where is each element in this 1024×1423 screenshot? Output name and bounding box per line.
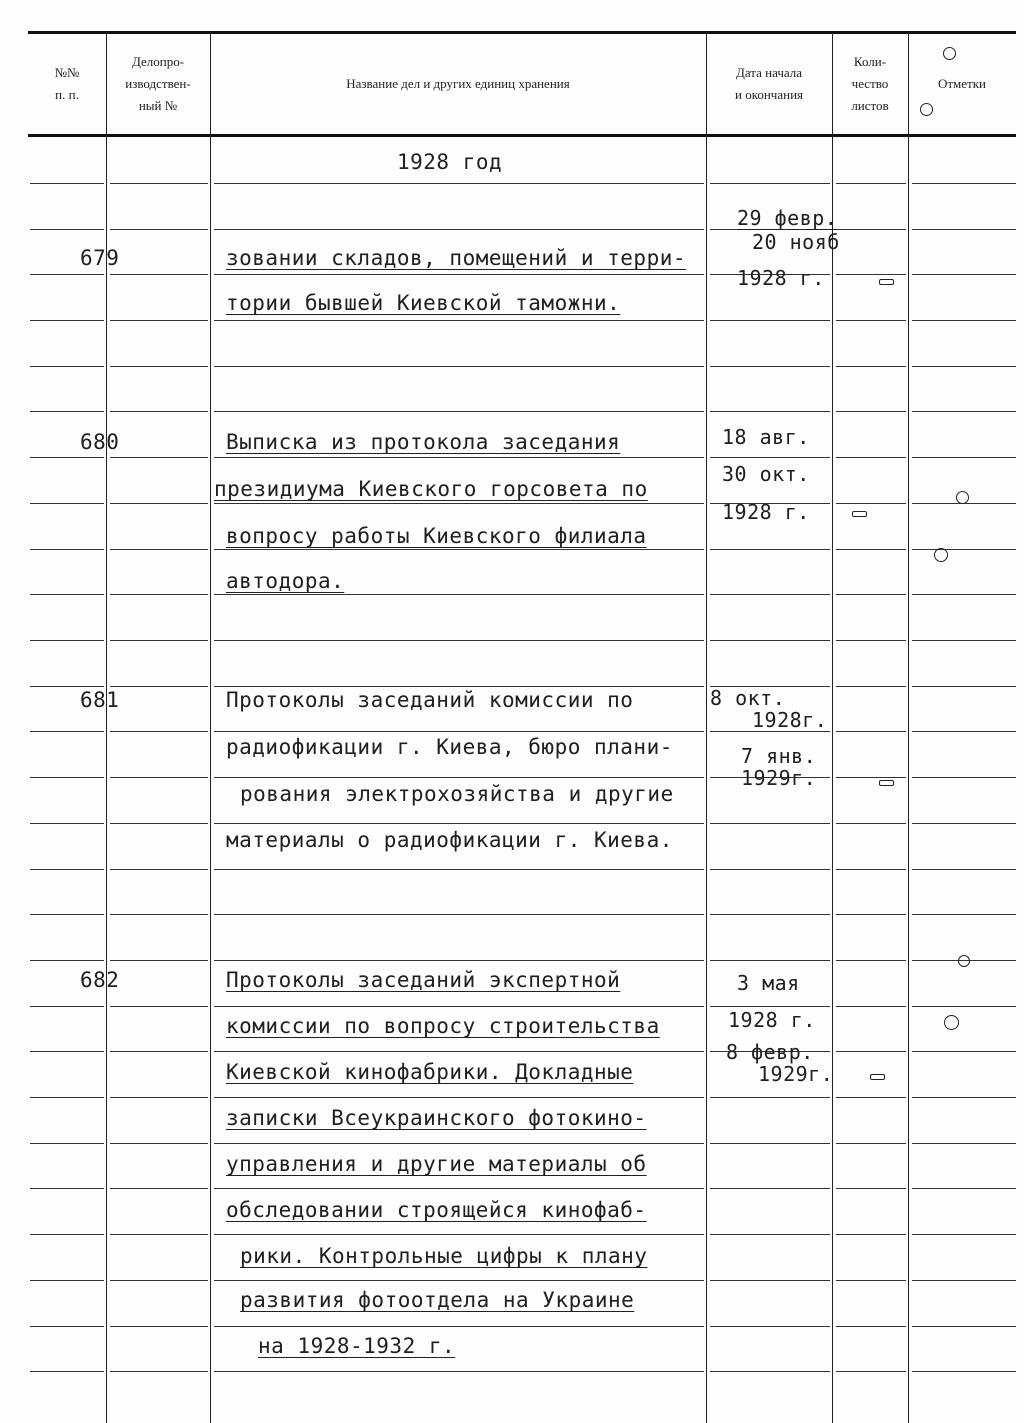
ruled-line bbox=[30, 229, 104, 230]
ruled-line bbox=[110, 457, 208, 458]
entry-date: 29 февр. bbox=[737, 206, 838, 230]
header-sheets-line1: Коли- bbox=[853, 54, 887, 69]
ruled-line bbox=[836, 686, 906, 687]
ruled-line bbox=[710, 1234, 830, 1235]
ruled-line bbox=[110, 686, 208, 687]
entry-title-line: президиума Киевского горсовета по bbox=[214, 477, 648, 501]
ruled-line bbox=[214, 1143, 704, 1144]
header-office-line2: изводствен- bbox=[125, 76, 191, 91]
sheet-count-dash bbox=[879, 279, 894, 285]
ruled-line bbox=[30, 1326, 104, 1327]
column-divider bbox=[106, 33, 107, 1423]
section-year-title: 1928 год bbox=[397, 150, 503, 174]
ruled-line bbox=[912, 1143, 1016, 1144]
ruled-line bbox=[30, 1097, 104, 1098]
ruled-line bbox=[710, 914, 830, 915]
ruled-line bbox=[912, 411, 1016, 412]
ruled-line bbox=[110, 274, 208, 275]
ruled-line bbox=[836, 914, 906, 915]
ruled-line bbox=[110, 411, 208, 412]
ruled-line bbox=[110, 183, 208, 184]
ruled-line bbox=[912, 229, 1016, 230]
ruled-line bbox=[214, 320, 704, 321]
ruled-line bbox=[214, 503, 704, 504]
ruled-line bbox=[912, 320, 1016, 321]
ruled-line bbox=[110, 1097, 208, 1098]
ruled-line bbox=[110, 823, 208, 824]
ruled-line bbox=[836, 503, 906, 504]
ruled-line bbox=[836, 1006, 906, 1007]
ruled-line bbox=[912, 274, 1016, 275]
ruled-line bbox=[214, 1188, 704, 1189]
entry-title-line: комиссии по вопросу строительства bbox=[226, 1014, 660, 1038]
entry-date: 8 окт. bbox=[710, 686, 786, 710]
entry-title-line: вопросу работы Киевского филиала bbox=[226, 524, 647, 548]
ruled-line bbox=[710, 183, 830, 184]
ruled-line bbox=[710, 457, 830, 458]
ruled-line bbox=[836, 1234, 906, 1235]
ruled-line bbox=[214, 366, 704, 367]
entry-number: 681 bbox=[80, 688, 120, 712]
ruled-line bbox=[710, 1143, 830, 1144]
ruled-line bbox=[30, 869, 104, 870]
ruled-line bbox=[30, 457, 104, 458]
ruled-line bbox=[110, 731, 208, 732]
ruled-line bbox=[710, 411, 830, 412]
entry-title-line: зовании складов, помещений и терри- bbox=[226, 246, 687, 270]
header-col-office-number bbox=[106, 38, 210, 130]
entry-date: 1928г. bbox=[752, 708, 828, 732]
header-sheets-line3: листов bbox=[851, 98, 889, 113]
ruled-line bbox=[836, 869, 906, 870]
ruled-line bbox=[710, 320, 830, 321]
ruled-line bbox=[912, 777, 1016, 778]
header-col-title bbox=[210, 38, 706, 130]
ruled-line bbox=[30, 731, 104, 732]
ruled-line bbox=[710, 1188, 830, 1189]
entry-title-line: развития фотоотдела на Украине bbox=[240, 1288, 635, 1312]
ruled-line bbox=[912, 1326, 1016, 1327]
ruled-line bbox=[110, 1143, 208, 1144]
ruled-line bbox=[30, 503, 104, 504]
ruled-line bbox=[214, 1326, 704, 1327]
column-divider bbox=[210, 33, 211, 1423]
ruled-line bbox=[836, 1188, 906, 1189]
ruled-line bbox=[110, 1280, 208, 1281]
ruled-line bbox=[912, 686, 1016, 687]
ruled-line bbox=[912, 549, 1016, 550]
entry-date: 8 февр. bbox=[726, 1040, 814, 1064]
header-col-notes bbox=[908, 38, 1016, 130]
ruled-line bbox=[912, 1234, 1016, 1235]
pencil-circle-mark bbox=[943, 47, 956, 60]
header-sheets-line2: чество bbox=[851, 76, 889, 91]
header-col-number-line2: п. п. bbox=[55, 87, 79, 102]
ruled-line bbox=[710, 1280, 830, 1281]
ruled-line bbox=[710, 640, 830, 641]
entry-date: 1929г. bbox=[758, 1062, 834, 1086]
ruled-line bbox=[912, 1097, 1016, 1098]
ruled-line bbox=[912, 594, 1016, 595]
ruled-line bbox=[214, 549, 704, 550]
ruled-line bbox=[110, 1234, 208, 1235]
ruled-line bbox=[214, 777, 704, 778]
ruled-line bbox=[912, 183, 1016, 184]
ruled-line bbox=[214, 960, 704, 961]
entry-date: 3 мая bbox=[737, 971, 800, 995]
header-col-dates bbox=[706, 38, 832, 130]
ruled-line bbox=[30, 411, 104, 412]
ruled-line bbox=[710, 1371, 830, 1372]
entry-number: 682 bbox=[80, 968, 120, 992]
ruled-line bbox=[214, 1006, 704, 1007]
ruled-line bbox=[836, 1051, 906, 1052]
ruled-line bbox=[214, 640, 704, 641]
entry-title-line: тории бывшей Киевской таможни. bbox=[226, 291, 621, 315]
ruled-line bbox=[110, 1371, 208, 1372]
ruled-line bbox=[836, 274, 906, 275]
header-dates-line1: Дата начала bbox=[735, 65, 803, 80]
ruled-line bbox=[214, 229, 704, 230]
ruled-line bbox=[214, 686, 704, 687]
header-dates-line2: и окончания bbox=[734, 87, 804, 102]
ruled-line bbox=[836, 1326, 906, 1327]
entry-number: 679 bbox=[80, 246, 120, 270]
header-office-line3: ный № bbox=[138, 98, 178, 113]
ruled-line bbox=[110, 366, 208, 367]
entry-title-line: управления и другие материалы об bbox=[226, 1152, 647, 1176]
ruled-line bbox=[110, 1188, 208, 1189]
ruled-line bbox=[30, 320, 104, 321]
ruled-line bbox=[836, 640, 906, 641]
ruled-line bbox=[912, 457, 1016, 458]
ruled-line bbox=[836, 411, 906, 412]
ruled-line bbox=[110, 914, 208, 915]
ruled-line bbox=[30, 823, 104, 824]
ruled-line bbox=[30, 1234, 104, 1235]
ruled-line bbox=[214, 1097, 704, 1098]
sheet-count-dash bbox=[870, 1074, 885, 1080]
entry-date: 1929г. bbox=[741, 766, 817, 790]
ruled-line bbox=[836, 1143, 906, 1144]
ruled-line bbox=[214, 411, 704, 412]
ruled-line bbox=[836, 1097, 906, 1098]
ruled-line bbox=[836, 960, 906, 961]
entry-date: 7 янв. bbox=[741, 744, 817, 768]
pencil-circle-mark bbox=[958, 955, 970, 967]
ruled-line bbox=[836, 594, 906, 595]
ruled-line bbox=[30, 914, 104, 915]
ruled-line bbox=[30, 1051, 104, 1052]
ruled-line bbox=[110, 640, 208, 641]
ruled-line bbox=[214, 731, 704, 732]
ruled-line bbox=[110, 320, 208, 321]
header-office-line1: Делопро- bbox=[131, 54, 185, 69]
ruled-line bbox=[214, 594, 704, 595]
ruled-line bbox=[30, 1280, 104, 1281]
entry-title-line: Выписка из протокола заседания bbox=[226, 430, 621, 454]
entry-title-line: рики. Контрольные цифры к плану bbox=[240, 1244, 648, 1268]
ruled-line bbox=[912, 1280, 1016, 1281]
entry-title-line: на 1928-1932 г. bbox=[258, 1334, 456, 1358]
entry-title-line: автодора. bbox=[226, 569, 345, 593]
entry-date: 1928 г. bbox=[728, 1008, 816, 1032]
ruled-line bbox=[710, 1326, 830, 1327]
header-col-number-line1: №№ bbox=[54, 65, 80, 80]
entry-title-line: Киевской кинофабрики. Докладные bbox=[226, 1060, 634, 1084]
entry-title-line: записки Всеукраинского фотокино- bbox=[226, 1106, 647, 1130]
ruled-line bbox=[110, 549, 208, 550]
ruled-line bbox=[110, 1326, 208, 1327]
ruled-line bbox=[836, 731, 906, 732]
ruled-line bbox=[30, 183, 104, 184]
ruled-line bbox=[30, 777, 104, 778]
header-col-sheets bbox=[832, 38, 908, 130]
ruled-line bbox=[836, 183, 906, 184]
ruled-line bbox=[214, 1371, 704, 1372]
entry-title-line: радиофикации г. Киева, бюро плани- bbox=[226, 735, 673, 759]
pencil-circle-mark bbox=[956, 491, 969, 504]
ruled-line bbox=[110, 777, 208, 778]
ruled-line bbox=[30, 594, 104, 595]
header-col-number bbox=[28, 38, 106, 130]
ruled-line bbox=[30, 686, 104, 687]
entry-number: 680 bbox=[80, 430, 120, 454]
ruled-line bbox=[710, 869, 830, 870]
entry-title-line: Протоколы заседаний экспертной bbox=[226, 968, 621, 992]
ruled-line bbox=[912, 1188, 1016, 1189]
ruled-line bbox=[836, 823, 906, 824]
ruled-line bbox=[710, 1006, 830, 1007]
column-divider bbox=[908, 33, 909, 1423]
ruled-line bbox=[214, 274, 704, 275]
ruled-line bbox=[836, 320, 906, 321]
ruled-line bbox=[912, 869, 1016, 870]
ruled-line bbox=[30, 960, 104, 961]
ruled-line bbox=[214, 183, 704, 184]
ruled-line bbox=[30, 366, 104, 367]
entry-date: 18 авг. bbox=[722, 425, 810, 449]
ruled-line bbox=[30, 640, 104, 641]
ruled-line bbox=[110, 960, 208, 961]
entry-title-line: рования электрохозяйства и другие bbox=[240, 782, 674, 806]
ruled-line bbox=[30, 274, 104, 275]
ruled-line bbox=[214, 457, 704, 458]
ruled-line bbox=[214, 914, 704, 915]
ruled-line bbox=[710, 549, 830, 550]
ruled-line bbox=[110, 869, 208, 870]
sheet-count-dash bbox=[879, 780, 894, 786]
sheet-count-dash bbox=[852, 511, 867, 517]
entry-title-line: материалы о радиофикации г. Киева. bbox=[226, 828, 673, 852]
pencil-circle-mark bbox=[934, 548, 948, 562]
ruled-line bbox=[214, 1280, 704, 1281]
entry-title-line: обследовании строящейся кинофаб- bbox=[226, 1198, 647, 1222]
ruled-line bbox=[912, 914, 1016, 915]
ruled-line bbox=[836, 1280, 906, 1281]
ruled-line bbox=[30, 1143, 104, 1144]
ruled-line bbox=[30, 1371, 104, 1372]
ruled-line bbox=[912, 823, 1016, 824]
ruled-line bbox=[912, 1371, 1016, 1372]
ruled-line bbox=[110, 503, 208, 504]
ruled-line bbox=[912, 1051, 1016, 1052]
ruled-line bbox=[836, 777, 906, 778]
entry-date: 1928 г. bbox=[737, 266, 825, 290]
ruled-line bbox=[110, 1051, 208, 1052]
column-divider bbox=[706, 33, 707, 1423]
header-bottom-rule bbox=[28, 134, 1016, 137]
pencil-circle-mark bbox=[920, 103, 933, 116]
ruled-line bbox=[912, 731, 1016, 732]
ruled-line bbox=[912, 640, 1016, 641]
ruled-line bbox=[30, 549, 104, 550]
header-title-label: Название дел и других единиц хранения bbox=[346, 76, 570, 91]
ruled-line bbox=[912, 1006, 1016, 1007]
ruled-line bbox=[214, 823, 704, 824]
ruled-line bbox=[214, 1234, 704, 1235]
entry-date: 1928 г. bbox=[722, 500, 810, 524]
entry-date: 20 нояб bbox=[752, 230, 840, 254]
ruled-line bbox=[836, 366, 906, 367]
ruled-line bbox=[30, 1006, 104, 1007]
ruled-line bbox=[110, 1006, 208, 1007]
ruled-line bbox=[214, 869, 704, 870]
ruled-line bbox=[912, 366, 1016, 367]
ruled-line bbox=[836, 1371, 906, 1372]
ruled-line bbox=[110, 594, 208, 595]
ruled-line bbox=[30, 1188, 104, 1189]
pencil-circle-mark bbox=[944, 1015, 959, 1030]
entry-date: 30 окт. bbox=[722, 462, 810, 486]
header-notes-label: Отметки bbox=[937, 76, 987, 91]
ruled-line bbox=[836, 229, 906, 230]
ruled-line bbox=[710, 1097, 830, 1098]
ruled-line bbox=[836, 457, 906, 458]
table-top-rule bbox=[28, 31, 1016, 34]
entry-title-line: Протоколы заседаний комиссии по bbox=[226, 688, 634, 712]
ruled-line bbox=[836, 549, 906, 550]
ruled-line bbox=[710, 960, 830, 961]
ruled-line bbox=[710, 366, 830, 367]
ruled-line bbox=[214, 1051, 704, 1052]
ruled-line bbox=[710, 594, 830, 595]
ruled-line bbox=[110, 229, 208, 230]
ruled-line bbox=[710, 823, 830, 824]
